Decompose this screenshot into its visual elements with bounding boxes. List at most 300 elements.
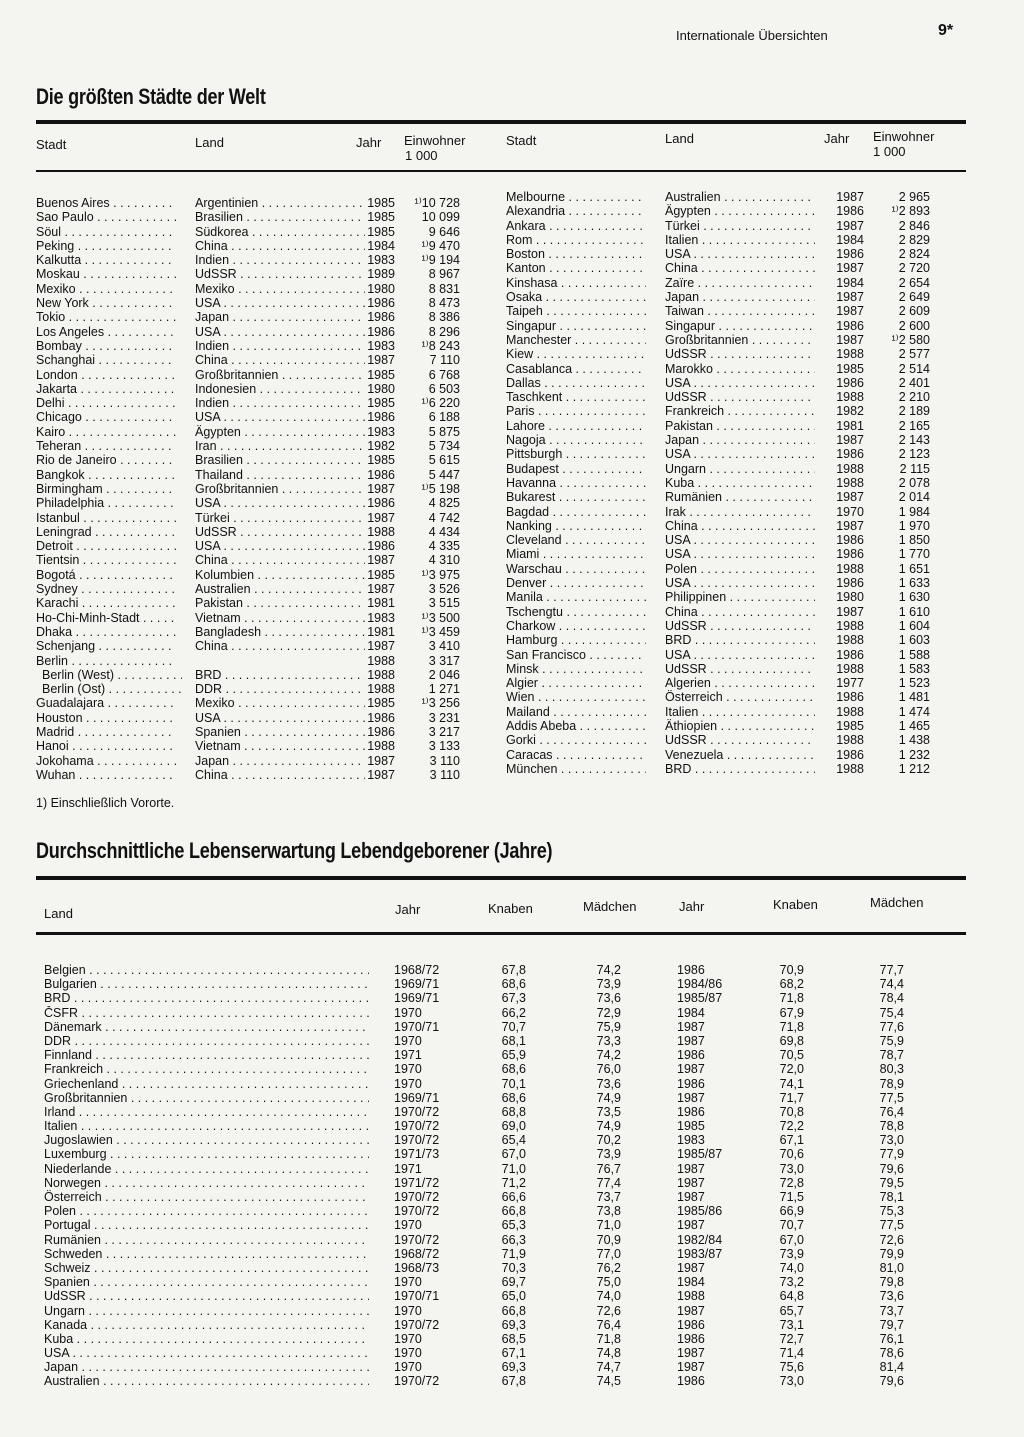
country-name: Spanien . . . — [195, 725, 365, 739]
city-row — [506, 605, 966, 619]
col-knaben: Knaben — [488, 901, 533, 916]
year-recent: 1987 — [677, 1303, 705, 1318]
country-name: Indien . . . — [195, 253, 365, 267]
boys-early: 69,0 — [501, 1119, 526, 1134]
boys-early: 71,0 — [501, 1161, 526, 1176]
year: 1988 — [836, 704, 864, 719]
col-einwohner-unit-right: 1 000 — [873, 144, 906, 159]
city-row — [36, 210, 496, 224]
life-row — [44, 1006, 924, 1020]
country-name: Marokko . . . — [665, 362, 815, 376]
city-row — [506, 733, 966, 747]
population: 6 188 — [428, 410, 460, 425]
girls-recent: 79,5 — [879, 1175, 904, 1190]
year: 1987 — [836, 304, 864, 319]
year-early: 1971 — [394, 1161, 422, 1176]
year: 1986 — [367, 410, 395, 425]
year-recent: 1983/87 — [677, 1246, 723, 1261]
city-name: München . . . — [506, 762, 646, 776]
city-row — [506, 476, 966, 490]
country-name: USA . . . — [195, 539, 365, 553]
city-row — [506, 762, 966, 776]
cities-footnote: 1) Einschließlich Vororte. — [36, 796, 175, 810]
country-name: Argentinien . . . — [195, 196, 365, 210]
country-name: China . . . — [665, 519, 815, 533]
life-row — [44, 1133, 924, 1147]
girls-recent: 78,4 — [879, 991, 904, 1006]
year: 1988 — [836, 475, 864, 490]
country-name: Irland . . . — [44, 1105, 369, 1119]
year: 1987 — [367, 639, 395, 654]
city-name: Miami . . . — [506, 547, 646, 561]
population: 10 099 — [421, 210, 460, 225]
population: ¹⁾8 243 — [421, 338, 460, 353]
country-name: Äthiopien . . . — [665, 719, 815, 733]
population: 2 210 — [898, 390, 930, 405]
country-name: Singapur . . . — [665, 319, 815, 333]
country-name: Irak . . . — [665, 505, 815, 519]
city-row — [36, 282, 496, 296]
boys-early: 67,8 — [501, 963, 526, 977]
year: 1989 — [367, 267, 395, 282]
year-early: 1970 — [394, 1076, 422, 1091]
girls-recent: 77,7 — [879, 963, 904, 977]
city-row — [506, 390, 966, 404]
boys-recent: 71,4 — [779, 1346, 804, 1361]
city-name: Melbourne . . . — [506, 190, 646, 204]
year: 1986 — [836, 247, 864, 262]
city-row — [36, 453, 496, 467]
population: 2 014 — [898, 490, 930, 505]
year-recent: 1987 — [677, 1062, 705, 1077]
city-name: Ankara . . . — [506, 219, 646, 233]
population: 1 630 — [898, 590, 930, 605]
boys-recent: 73,1 — [779, 1317, 804, 1332]
population: 4 742 — [428, 510, 460, 525]
country-name: Ägypten . . . — [665, 204, 815, 218]
country-name: China . . . — [195, 239, 365, 253]
population: ¹⁾3 256 — [421, 696, 460, 711]
year-early: 1968/72 — [394, 1246, 440, 1261]
population: 2 078 — [898, 475, 930, 490]
city-row — [506, 290, 966, 304]
city-name: Tokio . . . — [36, 310, 176, 324]
boys-recent: 70,8 — [779, 1104, 804, 1119]
country-name: Dänemark . . . — [44, 1020, 369, 1034]
city-row — [506, 362, 966, 376]
population: 1 770 — [898, 547, 930, 562]
girls-early: 74,2 — [596, 1048, 621, 1063]
girls-recent: 78,7 — [879, 1048, 904, 1063]
country-name: Finnland . . . — [44, 1048, 369, 1062]
population: 5 447 — [428, 467, 460, 482]
year: 1987 — [836, 490, 864, 505]
year: 1980 — [367, 281, 395, 296]
year-recent: 1987 — [677, 1218, 705, 1233]
girls-early: 74,9 — [596, 1119, 621, 1134]
country-name: Italien . . . — [665, 705, 815, 719]
country-name: Belgien . . . — [44, 963, 369, 977]
city-row — [36, 439, 496, 453]
girls-recent: 79,6 — [879, 1161, 904, 1176]
year: 1986 — [836, 690, 864, 705]
city-row — [36, 239, 496, 253]
girls-early: 75,0 — [596, 1275, 621, 1290]
city-row — [36, 568, 496, 582]
boys-recent: 64,8 — [779, 1289, 804, 1304]
population: 1 610 — [898, 604, 930, 619]
year-recent: 1983 — [677, 1133, 705, 1148]
girls-recent: 81,0 — [879, 1260, 904, 1275]
country-name: Indonesien . . . — [195, 382, 365, 396]
population: ¹⁾3 500 — [421, 610, 460, 625]
country-name: Luxemburg . . . — [44, 1147, 369, 1161]
year: 1988 — [367, 667, 395, 682]
year: 1988 — [836, 347, 864, 362]
city-name: Söul . . . — [36, 225, 176, 239]
boys-recent: 72,2 — [779, 1119, 804, 1134]
city-row — [506, 433, 966, 447]
year-early: 1970/72 — [394, 1317, 440, 1332]
city-row — [506, 576, 966, 590]
city-row — [36, 225, 496, 239]
city-name: Wien . . . — [506, 690, 646, 704]
city-name: Mexiko . . . — [36, 282, 176, 296]
girls-recent: 73,7 — [879, 1303, 904, 1318]
country-name: Polen . . . — [44, 1204, 369, 1218]
city-row — [506, 261, 966, 275]
year: 1986 — [836, 204, 864, 219]
col-land: Land — [44, 906, 73, 921]
year-recent: 1985 — [677, 1119, 705, 1134]
year: 1987 — [836, 261, 864, 276]
year-recent: 1987 — [677, 1161, 705, 1176]
city-row — [36, 654, 496, 668]
population: 3 133 — [428, 739, 460, 754]
boys-recent: 71,8 — [779, 1019, 804, 1034]
girls-recent: 77,5 — [879, 1090, 904, 1105]
year-early: 1970/72 — [394, 1204, 440, 1219]
year: 1987 — [836, 518, 864, 533]
year: 1983 — [367, 424, 395, 439]
girls-recent: 78,1 — [879, 1190, 904, 1204]
city-row — [506, 562, 966, 576]
city-name: Buenos Aires . . . — [36, 196, 176, 210]
girls-recent: 79,6 — [879, 1374, 904, 1389]
year: 1985 — [367, 567, 395, 582]
year: 1987 — [367, 582, 395, 597]
boys-early: 67,1 — [501, 1346, 526, 1361]
girls-recent: 75,4 — [879, 1005, 904, 1020]
year-early: 1970/72 — [394, 1374, 440, 1389]
country-name: Türkei . . . — [195, 511, 365, 525]
year-early: 1969/71 — [394, 991, 440, 1006]
year: 1988 — [367, 653, 395, 668]
col-land: Land — [195, 135, 224, 150]
col-land-right: Land — [665, 131, 694, 146]
girls-early: 73,8 — [596, 1204, 621, 1219]
year: 1983 — [367, 253, 395, 268]
population: 1 438 — [898, 733, 930, 748]
boys-recent: 72,8 — [779, 1175, 804, 1190]
year-recent: 1985/87 — [677, 1147, 723, 1162]
population: 2 829 — [898, 232, 930, 247]
year: 1987 — [836, 218, 864, 233]
country-name: USA . . . — [665, 547, 815, 561]
country-name: Norwegen . . . — [44, 1176, 369, 1190]
year: 1980 — [836, 590, 864, 605]
girls-early: 73,6 — [596, 991, 621, 1006]
country-name: USA . . . — [195, 296, 365, 310]
city-row — [506, 490, 966, 504]
city-name: Philadelphia . . . — [36, 496, 176, 510]
life-row — [44, 1119, 924, 1133]
city-row — [506, 319, 966, 333]
life-row — [44, 1304, 924, 1318]
city-row — [36, 310, 496, 324]
population: ¹⁾2 580 — [891, 332, 930, 347]
city-name: Manchester . . . — [506, 333, 646, 347]
year: 1988 — [836, 633, 864, 648]
year-early: 1968/72 — [394, 963, 440, 977]
country-name: Ägypten . . . — [195, 425, 365, 439]
city-name: Gorki . . . — [506, 733, 646, 747]
city-name: Nanking . . . — [506, 519, 646, 533]
city-name: Hanoi . . . — [36, 739, 176, 753]
city-name: Guadalajara . . . — [36, 696, 176, 710]
year-recent: 1987 — [677, 1033, 705, 1048]
life-row — [44, 1077, 924, 1091]
population: 3 110 — [429, 767, 460, 782]
boys-recent: 72,0 — [779, 1062, 804, 1077]
country-name: UdSSR . . . — [195, 267, 365, 281]
population: 2 654 — [898, 275, 930, 290]
year-recent: 1986 — [677, 1104, 705, 1119]
life-row — [44, 1247, 924, 1261]
city-row — [506, 333, 966, 347]
population: 1 603 — [898, 633, 930, 648]
year-early: 1970/72 — [394, 1133, 440, 1148]
country-name: Philippinen . . . — [665, 590, 815, 604]
population: 1 633 — [898, 576, 930, 591]
country-name: Algerien . . . — [665, 676, 815, 690]
country-name: Polen . . . — [665, 562, 815, 576]
population: 5 615 — [428, 453, 460, 468]
population: 4 310 — [428, 553, 460, 568]
city-name: Paris . . . — [506, 404, 646, 418]
year: 1980 — [367, 381, 395, 396]
girls-early: 76,0 — [596, 1062, 621, 1077]
girls-early: 70,9 — [596, 1232, 621, 1247]
girls-early: 74,7 — [596, 1360, 621, 1375]
city-name: Sao Paulo . . . — [36, 210, 176, 224]
country-name: Großbritannien . . . — [195, 482, 365, 496]
country-name: Kanada . . . — [44, 1318, 369, 1332]
country-name: Italien . . . — [665, 233, 815, 247]
year: 1985 — [367, 367, 395, 382]
city-name: Manila . . . — [506, 590, 646, 604]
year-recent: 1986 — [677, 963, 705, 977]
country-name: Portugal . . . — [44, 1218, 369, 1232]
girls-early: 73,5 — [596, 1104, 621, 1119]
city-row — [36, 496, 496, 510]
girls-early: 73,3 — [596, 1033, 621, 1048]
girls-early: 74,8 — [596, 1346, 621, 1361]
population: 1 588 — [898, 647, 930, 662]
city-name: Ho-Chi-Minh-Stadt . . . — [36, 611, 176, 625]
year-recent: 1986 — [677, 1331, 705, 1346]
population: 4 335 — [428, 539, 460, 554]
city-row — [36, 768, 496, 782]
country-name: China . . . — [195, 639, 365, 653]
city-row — [36, 611, 496, 625]
life-row — [44, 1374, 924, 1388]
girls-recent: 78,6 — [879, 1346, 904, 1361]
country-name: Pakistan . . . — [665, 419, 815, 433]
country-name: Vietnam . . . — [195, 611, 365, 625]
country-name: China . . . — [665, 261, 815, 275]
city-row — [36, 196, 496, 210]
year: 1987 — [367, 510, 395, 525]
population: 3 110 — [429, 753, 460, 768]
city-row — [506, 719, 966, 733]
population: 8 967 — [428, 267, 460, 282]
year-early: 1970/72 — [394, 1190, 440, 1204]
year-early: 1969/71 — [394, 1090, 440, 1105]
city-name: Detroit . . . — [36, 539, 176, 553]
life-row — [44, 1020, 924, 1034]
city-row — [506, 662, 966, 676]
year-recent: 1985/87 — [677, 991, 723, 1006]
city-name: Bagdad . . . — [506, 505, 646, 519]
life-row — [44, 1190, 924, 1204]
country-name: UdSSR . . . — [44, 1289, 369, 1303]
boys-early: 69,3 — [501, 1360, 526, 1375]
city-name: Kalkutta . . . — [36, 253, 176, 267]
population: 1 651 — [898, 561, 930, 576]
boys-early: 67,8 — [501, 1374, 526, 1389]
population: ¹⁾5 198 — [421, 481, 460, 496]
year: 1988 — [836, 661, 864, 676]
girls-recent: 77,9 — [879, 1147, 904, 1162]
country-name: Österreich . . . — [44, 1190, 369, 1204]
col-jahr: Jahr — [356, 135, 382, 150]
country-name: Iran . . . — [195, 439, 365, 453]
boys-recent: 73,2 — [779, 1275, 804, 1290]
girls-recent: 76,4 — [879, 1104, 904, 1119]
year: 1984 — [836, 232, 864, 247]
country-name: USA . . . — [665, 376, 815, 390]
population: 8 296 — [428, 324, 460, 339]
population: 2 824 — [898, 247, 930, 262]
city-row — [506, 190, 966, 204]
country-name: Großbritannien . . . — [195, 368, 365, 382]
city-name: Algier . . . — [506, 676, 646, 690]
city-row — [506, 204, 966, 218]
girls-recent: 79,8 — [879, 1275, 904, 1290]
population: 1 212 — [898, 761, 930, 776]
city-name: Berlin (West) . . . — [42, 668, 182, 682]
city-row — [36, 296, 496, 310]
city-name: Schenjang . . . — [36, 639, 176, 653]
population: 1 523 — [898, 676, 930, 691]
boys-recent: 67,0 — [779, 1232, 804, 1247]
city-name: Karachi . . . — [36, 596, 176, 610]
life-table-body — [44, 963, 924, 1389]
city-name: Dhaka . . . — [36, 625, 176, 639]
city-row — [506, 505, 966, 519]
city-name: Caracas . . . — [506, 748, 646, 762]
girls-recent: 73,6 — [879, 1289, 904, 1304]
girls-recent: 74,4 — [879, 977, 904, 992]
country-name: Zaïre . . . — [665, 276, 815, 290]
city-name: Delhi . . . — [36, 396, 176, 410]
year: 1988 — [836, 390, 864, 405]
boys-recent: 74,0 — [779, 1260, 804, 1275]
country-name: USA . . . — [665, 447, 815, 461]
girls-early: 71,0 — [596, 1218, 621, 1233]
city-name: Cleveland . . . — [506, 533, 646, 547]
population: 1 604 — [898, 618, 930, 633]
country-name: Kuba . . . — [44, 1332, 369, 1346]
city-name: Rio de Janeiro . . . — [36, 453, 176, 467]
year: 1986 — [836, 647, 864, 662]
country-name: Türkei . . . — [665, 219, 815, 233]
city-name: Kairo . . . — [36, 425, 176, 439]
year-early: 1970/72 — [394, 1104, 440, 1119]
year: 1985 — [367, 224, 395, 239]
year-recent: 1986 — [677, 1048, 705, 1063]
population: ¹⁾10 728 — [414, 196, 460, 210]
year: 1970 — [836, 504, 864, 519]
population: 1 465 — [898, 718, 930, 733]
col-einwohner: Einwohner — [404, 133, 466, 148]
city-row — [36, 682, 496, 696]
country-name: USA . . . — [195, 410, 365, 424]
girls-early: 74,2 — [596, 963, 621, 977]
year: 1987 — [836, 332, 864, 347]
cities-top-rule — [36, 120, 966, 124]
year: 1987 — [367, 767, 395, 782]
year-early: 1970 — [394, 1360, 422, 1375]
boys-early: 69,3 — [501, 1317, 526, 1332]
country-name: DDR . . . — [44, 1034, 369, 1048]
girls-early: 76,4 — [596, 1317, 621, 1332]
country-name: UdSSR . . . — [665, 390, 815, 404]
population: ¹⁾6 220 — [421, 396, 460, 411]
city-row — [506, 304, 966, 318]
city-row — [36, 539, 496, 553]
city-row — [506, 419, 966, 433]
cities-header-rule — [36, 170, 966, 172]
population: 3 515 — [428, 596, 460, 611]
population: 4 825 — [428, 496, 460, 511]
population: 2 720 — [898, 261, 930, 276]
boys-early: 65,0 — [501, 1289, 526, 1304]
country-name: BRD . . . — [665, 762, 815, 776]
city-name: Bogotá . . . — [36, 568, 176, 582]
population: 2 401 — [898, 375, 930, 390]
girls-early: 73,7 — [596, 1190, 621, 1204]
year-recent: 1984 — [677, 1005, 705, 1020]
country-name: China . . . — [665, 605, 815, 619]
city-name: Havanna . . . — [506, 476, 646, 490]
year-recent: 1986 — [677, 1317, 705, 1332]
city-name: Tientsin . . . — [36, 553, 176, 567]
country-name: Großbritannien . . . — [665, 333, 815, 347]
boys-early: 66,2 — [501, 1005, 526, 1020]
city-row — [36, 625, 496, 639]
